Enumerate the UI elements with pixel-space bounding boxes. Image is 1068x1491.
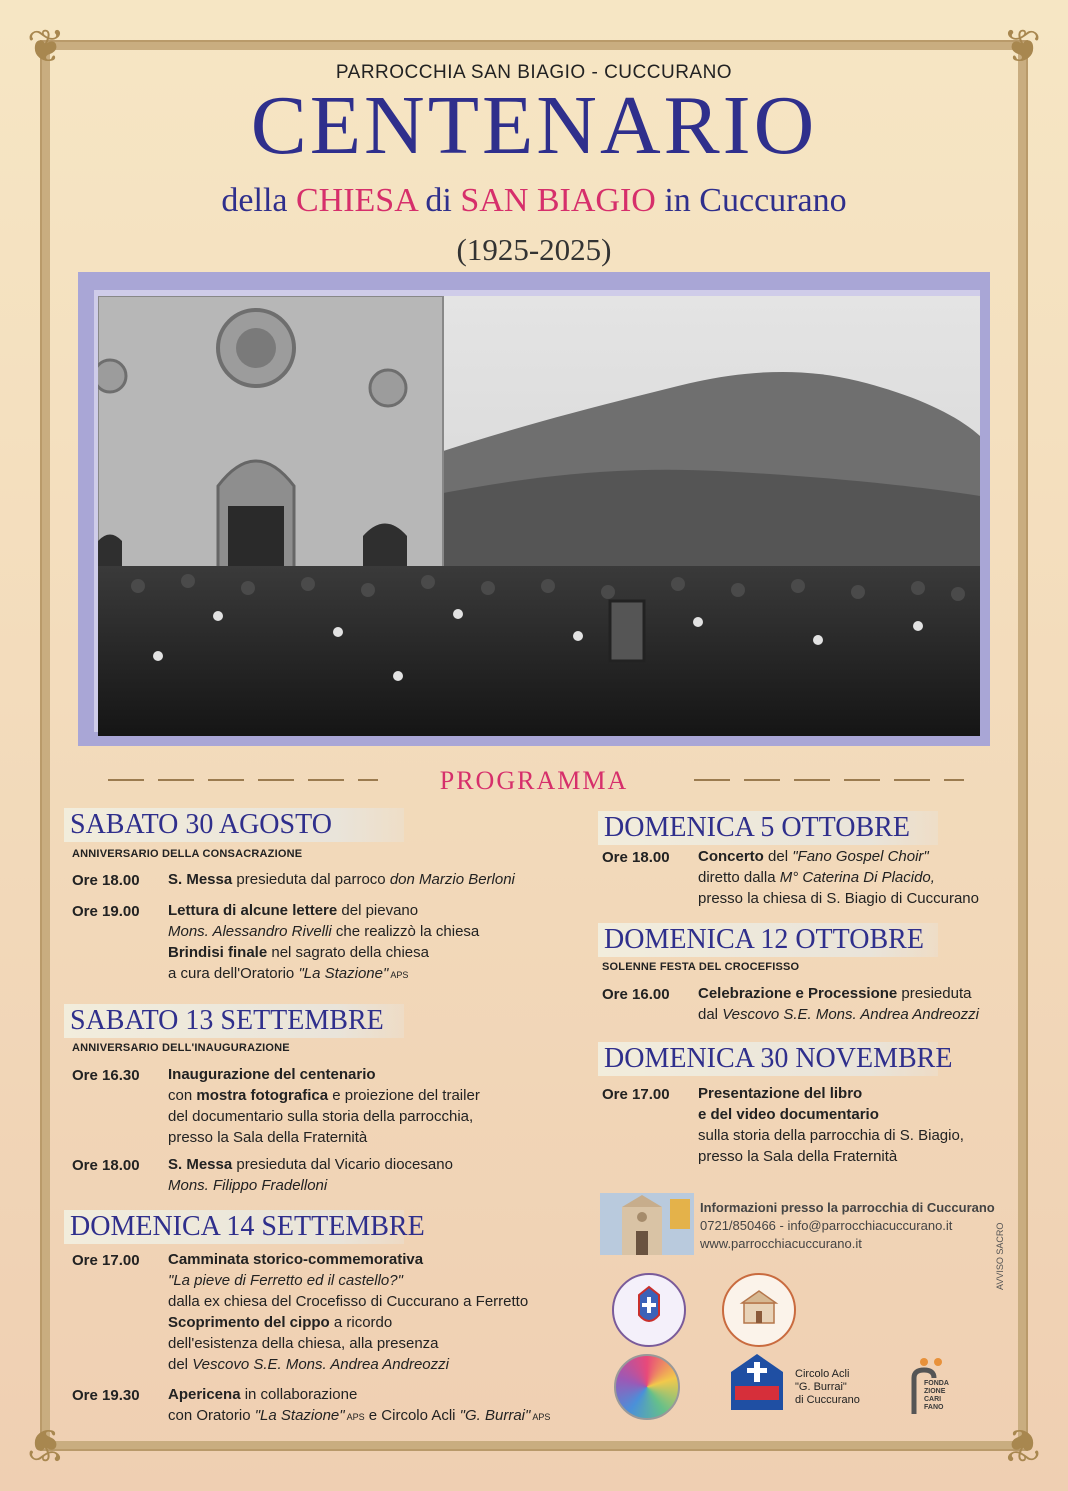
- event-desc: Apericena in collaborazione con Oratorio "La Stazione" APS e Circolo Acli "G. Burrai" APS: [168, 1386, 551, 1424]
- acli-caption: Circolo Acli "G. Burrai" di Cuccurano: [795, 1368, 860, 1406]
- historic-photo-frame: [78, 272, 990, 746]
- page-title: CENTENARIO: [250, 79, 818, 172]
- event-desc: S. Messa presieduta dal parroco don Marzio Berloni: [168, 871, 515, 888]
- event-time: Ore 16.30: [72, 1067, 140, 1084]
- parish-name: PARROCCHIA SAN BIAGIO - CUCCURANO: [335, 62, 733, 83]
- info-website: www.parrocchiacuccurano.it: [700, 1236, 862, 1251]
- event-time: Ore 17.00: [602, 1086, 670, 1103]
- corner-ornament-icon: ❦: [26, 19, 66, 73]
- oratorio-logo: [614, 1354, 680, 1420]
- day-heading: SABATO 30 AGOSTO: [64, 808, 404, 842]
- divider: [694, 779, 964, 781]
- event-time: Ore 19.00: [72, 903, 140, 920]
- info-contacts: 0721/850466 - info@parrocchiacuccurano.it: [700, 1218, 953, 1233]
- day-caption: ANNIVERSARIO DELL'INAUGURAZIONE: [72, 1042, 290, 1054]
- church-thumbnail: [600, 1193, 694, 1255]
- event-desc: S. Messa presieduta dal Vicario diocesano Mons. Filippo Fradelloni: [168, 1156, 453, 1194]
- acli-logo: [727, 1352, 787, 1414]
- day-caption: SOLENNE FESTA DEL CROCEFISSO: [602, 961, 800, 973]
- event-desc: Camminata storico-commemorativa "La pieve di Ferretto ed il castello?" dalla ex chiesa del Crocefisso di Cuccurano a Ferretto Scoprimento del cippo a ricordo dell'esistenza della chiesa, alla presenza del Vescovo S.E. Mons. Andrea Andreozzi: [168, 1251, 529, 1373]
- day-heading: DOMENICA 14 SETTEMBRE: [64, 1210, 404, 1244]
- parish-logo: [722, 1273, 796, 1347]
- day-caption: ANNIVERSARIO DELLA CONSACRAZIONE: [72, 848, 303, 860]
- event-time: Ore 17.00: [72, 1252, 140, 1269]
- event-time: Ore 18.00: [72, 872, 140, 889]
- corner-ornament-icon: ❦: [26, 1418, 66, 1472]
- event-desc: Lettura di alcune lettere del pievano Mons. Alessandro Rivelli che realizzò la chiesa Brindisi finale nel sagrato della chiesa a cura dell'Oratorio "La Stazione" APS: [168, 902, 480, 982]
- event-time: Ore 19.30: [72, 1387, 140, 1404]
- event-time: Ore 18.00: [72, 1157, 140, 1174]
- corner-ornament-icon: ❦: [1002, 19, 1042, 73]
- day-heading: SABATO 13 SETTEMBRE: [64, 1004, 404, 1038]
- event-desc: Presentazione del libro e del video documentario sulla storia della parrocchia di S. Biagio, presso la Sala della Fraternità: [698, 1085, 964, 1165]
- event-desc: Concerto del "Fano Gospel Choir" diretto dalla M° Caterina Di Placido, presso la chiesa di S. Biagio di Cuccurano: [698, 848, 979, 907]
- event-time: Ore 16.00: [602, 986, 670, 1003]
- info-title: Informazioni presso la parrocchia di Cuccurano: [700, 1200, 995, 1215]
- years-range: (1925-2025): [456, 232, 612, 267]
- event-desc: Celebrazione e Processione presieduta dal Vescovo S.E. Mons. Andrea Andreozzi: [698, 985, 979, 1023]
- corner-ornament-icon: ❦: [1002, 1418, 1042, 1472]
- program-heading: PROGRAMMA: [439, 766, 629, 795]
- diocese-logo: [612, 1273, 686, 1347]
- day-heading: DOMENICA 5 OTTOBRE: [598, 811, 938, 845]
- event-desc: Inaugurazione del centenario con mostra fotografica e proiezione del trailer del documentario sulla storia della parrocchia, presso la Sala della Fraternità: [168, 1066, 480, 1146]
- historic-church-photo: [98, 296, 980, 736]
- day-heading: DOMENICA 12 OTTOBRE: [598, 923, 938, 957]
- avviso-sacro-label: AVVISO SACRO: [995, 1222, 1005, 1290]
- event-time: Ore 18.00: [602, 849, 670, 866]
- day-heading: DOMENICA 30 NOVEMBRE: [598, 1042, 938, 1076]
- fondazione-caption: FONDA ZIONE CARI FANO: [924, 1380, 949, 1411]
- page-subtitle: della CHIESA di SAN BIAGIO in Cuccurano: [221, 182, 847, 219]
